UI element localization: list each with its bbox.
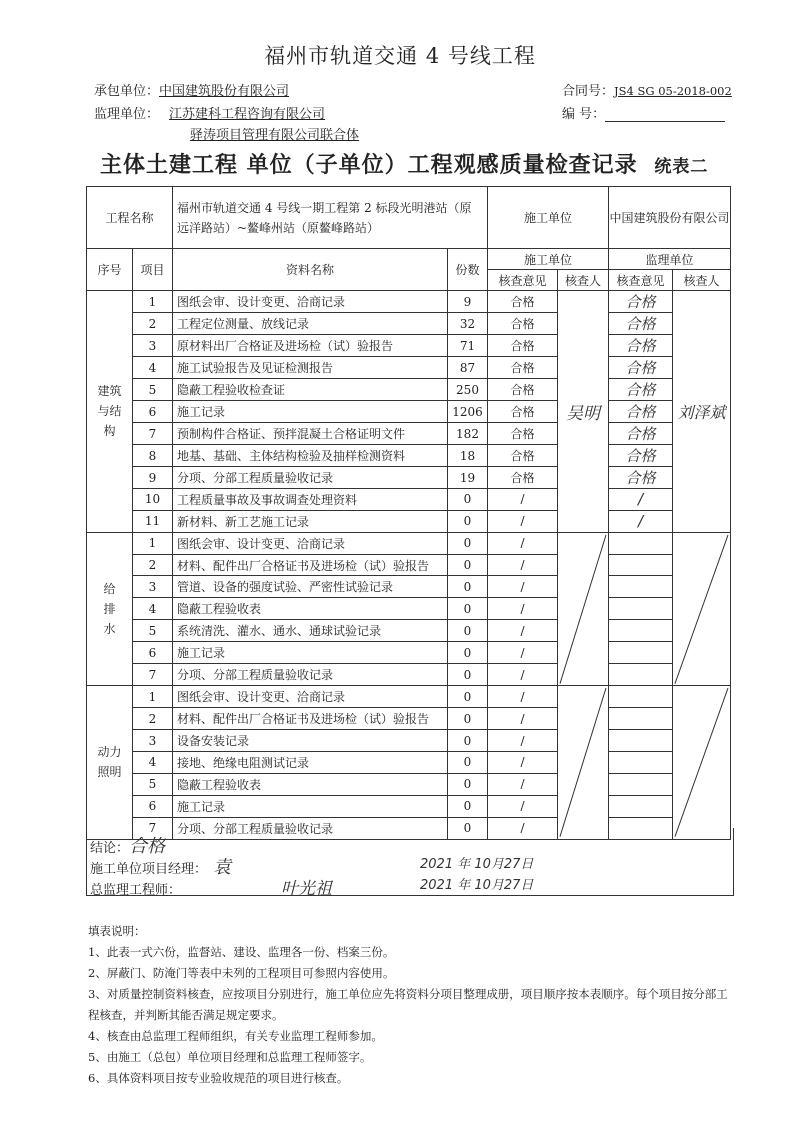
section-name-line: 与结 [97, 404, 122, 419]
row-sup-opinion: 合格 [609, 467, 673, 489]
row-number: 3 [133, 730, 173, 752]
row-opinion: / [488, 489, 558, 511]
row-name: 材料、配件出厂合格证书及进场检（试）验报告 [173, 554, 448, 576]
project-name-label: 工程名称 [87, 187, 173, 249]
diagonal-strike [673, 533, 730, 686]
row-opinion: 合格 [488, 357, 558, 379]
col-header-sup-opinion: 核查意见 [609, 270, 673, 291]
row-opinion: / [488, 532, 558, 554]
row-name: 隐蔽工程验收检查证 [173, 379, 448, 401]
supervisor-line [94, 103, 325, 122]
section-name-line: 排 [103, 601, 116, 616]
table-row [87, 335, 731, 357]
row-copies: 0 [448, 795, 488, 817]
table-row [87, 730, 731, 752]
row-copies: 18 [448, 445, 488, 467]
chief-line [90, 874, 332, 899]
row-sup-opinion: 合格 [609, 423, 673, 445]
row-opinion: / [488, 554, 558, 576]
row-opinion: 合格 [488, 467, 558, 489]
number-line [562, 103, 725, 122]
row-opinion: 合格 [488, 313, 558, 335]
row-number: 4 [133, 357, 173, 379]
pm-signature: 袁 [213, 857, 232, 878]
checker-signature: 吴明 [566, 403, 600, 424]
row-name: 图纸会审、设计变更、洽商记录 [173, 291, 448, 313]
contract-label: 合同号： [562, 84, 615, 99]
section-name [87, 291, 133, 533]
row-copies: 1206 [448, 401, 488, 423]
document-title: 福州市轨道交通 4 号线工程 [264, 44, 536, 68]
row-opinion: / [488, 752, 558, 774]
table-row [87, 313, 731, 335]
chief-date: 2021 年 10月27日 [420, 878, 534, 893]
construction-unit-label: 施工单位 [488, 187, 609, 249]
contractor-label: 承包单位： [94, 84, 160, 99]
supervisor-label: 监理单位： [94, 107, 160, 122]
row-copies: 250 [448, 379, 488, 401]
section-name [87, 532, 133, 686]
col-group-construction: 施工单位 [488, 249, 609, 270]
sup-checker-cell [673, 686, 731, 840]
row-sup-opinion [609, 686, 673, 708]
row-copies: 0 [448, 554, 488, 576]
row-opinion: 合格 [488, 445, 558, 467]
col-header-item: 项目 [133, 249, 173, 291]
row-opinion: / [488, 620, 558, 642]
row-number: 2 [133, 554, 173, 576]
col-header-opinion: 核查意见 [488, 270, 558, 291]
col-header-name: 资料名称 [173, 249, 448, 291]
row-sup-opinion: 合格 [609, 313, 673, 335]
construction-unit: 中国建筑股份有限公司 [609, 187, 731, 249]
number-label: 编 号： [562, 107, 606, 122]
note-6: 6、具体资料项目按专业验收规范的项目进行核查。 [88, 1071, 349, 1085]
table-row [87, 554, 731, 576]
row-name: 新材料、新工艺施工记录 [173, 510, 448, 532]
row-sup-opinion: / [609, 510, 673, 532]
row-number: 5 [133, 620, 173, 642]
row-opinion: 合格 [488, 379, 558, 401]
row-name: 材料、配件出厂合格证书及进场检（试）验报告 [173, 708, 448, 730]
table-row [87, 532, 731, 554]
table-row [87, 773, 731, 795]
notes [88, 921, 738, 1089]
row-name: 接地、绝缘电阻测试记录 [173, 752, 448, 774]
note-2: 2、屏蔽门、防淹门等表中未列的工程项目可参照内容使用。 [88, 966, 395, 980]
row-sup-opinion: 合格 [609, 401, 673, 423]
row-number: 9 [133, 467, 173, 489]
main-title-text: 主体土建工程 单位（子单位）工程观感质量检查记录 [100, 153, 638, 178]
row-number: 2 [133, 313, 173, 335]
row-number: 3 [133, 335, 173, 357]
form-code: 统表二 [654, 157, 709, 177]
col-header-sup-checker: 核查人 [673, 270, 731, 291]
table-row [87, 291, 731, 313]
row-copies: 0 [448, 752, 488, 774]
row-number: 4 [133, 752, 173, 774]
row-copies: 0 [448, 489, 488, 511]
row-sup-opinion: 合格 [609, 335, 673, 357]
checker-cell [558, 532, 609, 686]
note-5: 5、由施工（总包）单位项目经理和总监理工程师签字。 [88, 1050, 372, 1064]
section-name-line: 水 [103, 621, 116, 636]
section-name-line: 给 [103, 581, 116, 596]
note-1: 1、此表一式六份，监督站、建设、监理各一份、档案三份。 [88, 945, 395, 959]
chief-signature: 叶光祖 [281, 879, 333, 899]
row-number: 6 [133, 401, 173, 423]
sup-checker-signature: 刘泽斌 [677, 402, 726, 422]
row-number: 1 [133, 686, 173, 708]
row-copies: 0 [448, 510, 488, 532]
chief-label: 总监理工程师： [90, 883, 182, 898]
row-number: 2 [133, 708, 173, 730]
row-sup-opinion: 合格 [609, 291, 673, 313]
row-name: 预制构件合格证、预拌混凝土合格证明文件 [173, 423, 448, 445]
row-number: 3 [133, 576, 173, 598]
row-number: 10 [133, 489, 173, 511]
row-opinion: 合格 [488, 423, 558, 445]
row-sup-opinion [609, 576, 673, 598]
row-copies: 0 [448, 664, 488, 686]
row-sup-opinion [609, 752, 673, 774]
col-group-supervision: 监理单位 [609, 249, 731, 270]
row-name: 图纸会审、设计变更、洽商记录 [173, 686, 448, 708]
row-opinion: / [488, 773, 558, 795]
row-opinion: 合格 [488, 335, 558, 357]
row-sup-opinion [609, 554, 673, 576]
row-number: 1 [133, 532, 173, 554]
row-number: 6 [133, 642, 173, 664]
table-row [87, 598, 731, 620]
row-number: 7 [133, 423, 173, 445]
row-number: 1 [133, 291, 173, 313]
row-copies: 87 [448, 357, 488, 379]
table-row [87, 686, 731, 708]
sup-checker-cell [673, 291, 731, 533]
checker-cell [558, 686, 609, 840]
row-sup-opinion: 合格 [609, 445, 673, 467]
form-title [100, 148, 708, 179]
row-number: 4 [133, 598, 173, 620]
table-row [87, 467, 731, 489]
row-copies: 32 [448, 313, 488, 335]
row-name: 隐蔽工程验收表 [173, 598, 448, 620]
note-4: 4、核查由总监理工程师组织，有关专业监理工程师参加。 [88, 1029, 383, 1043]
row-copies: 182 [448, 423, 488, 445]
table-row [87, 423, 731, 445]
supervisor-value-1: 江苏建科工程咨询有限公司 [169, 107, 326, 122]
row-opinion: / [488, 686, 558, 708]
row-copies: 0 [448, 620, 488, 642]
row-opinion: / [488, 817, 558, 839]
row-name: 系统清洗、灌水、通水、通球试验记录 [173, 620, 448, 642]
note-3: 3、对质量控制资料核查，应按项目分别进行，施工单位应先将资料分项目整理成册，项目顺序按本表顺序。每个项目按分部工程核查，并判断其能否满足规定要求。 [88, 987, 728, 1022]
row-sup-opinion [609, 598, 673, 620]
supervisor-value-2: 驿涛项目管理有限公司联合体 [190, 128, 360, 143]
row-copies: 0 [448, 773, 488, 795]
row-name: 施工记录 [173, 795, 448, 817]
table-row [87, 510, 731, 532]
row-name: 施工记录 [173, 401, 448, 423]
row-number: 6 [133, 795, 173, 817]
row-copies: 0 [448, 642, 488, 664]
sup-checker-cell [673, 532, 731, 686]
row-opinion: 合格 [488, 291, 558, 313]
table-row [87, 620, 731, 642]
project-name: 福州市轨道交通 4 号线一期工程第 2 标段光明港站（原远洋路站）~鳌峰州站（原鳌峰路站） [173, 187, 488, 249]
row-name: 施工记录 [173, 642, 448, 664]
row-opinion: 合格 [488, 401, 558, 423]
table-row [87, 664, 731, 686]
row-name: 隐蔽工程验收表 [173, 773, 448, 795]
section-name-line: 照明 [97, 765, 122, 780]
diagonal-strike [673, 686, 730, 839]
row-name: 分项、分部工程质量验收记录 [173, 817, 448, 839]
row-copies: 0 [448, 686, 488, 708]
table-row [87, 576, 731, 598]
col-header-seq: 序号 [87, 249, 133, 291]
section-name-line: 建筑 [97, 384, 122, 399]
pm-label: 施工单位项目经理： [90, 862, 208, 877]
conclusion-value: 合格 [129, 836, 166, 857]
row-name: 工程定位测量、放线记录 [173, 313, 448, 335]
row-sup-opinion [609, 795, 673, 817]
table-row [87, 445, 731, 467]
row-name: 设备安装记录 [173, 730, 448, 752]
inspection-table [86, 186, 731, 840]
row-sup-opinion [609, 642, 673, 664]
row-copies: 0 [448, 576, 488, 598]
row-name: 地基、基础、主体结构检验及抽样检测资料 [173, 445, 448, 467]
row-name: 图纸会审、设计变更、洽商记录 [173, 532, 448, 554]
row-copies: 0 [448, 817, 488, 839]
diagonal-strike [558, 533, 608, 686]
row-copies: 9 [448, 291, 488, 313]
table-row [87, 401, 731, 423]
section-name-line: 构 [103, 424, 116, 439]
row-name: 分项、分部工程质量验收记录 [173, 467, 448, 489]
row-name: 施工试验报告及见证检测报告 [173, 357, 448, 379]
row-name: 原材料出厂合格证及进场检（试）验报告 [173, 335, 448, 357]
row-sup-opinion: / [609, 489, 673, 511]
contract-line [562, 80, 732, 99]
row-sup-opinion [609, 708, 673, 730]
row-name: 分项、分部工程质量验收记录 [173, 664, 448, 686]
table-row [87, 708, 731, 730]
contractor-line [94, 80, 289, 99]
col-header-checker: 核查人 [558, 270, 609, 291]
contract-number: JS4 SG 05-2018-002 [614, 84, 732, 98]
row-copies: 71 [448, 335, 488, 357]
row-name: 管道、设备的强度试验、严密性试验记录 [173, 576, 448, 598]
row-sup-opinion: 合格 [609, 357, 673, 379]
table-row [87, 379, 731, 401]
row-opinion: / [488, 598, 558, 620]
table-row [87, 642, 731, 664]
table-row [87, 489, 731, 511]
row-opinion: / [488, 576, 558, 598]
row-sup-opinion [609, 773, 673, 795]
row-opinion: / [488, 510, 558, 532]
row-copies: 0 [448, 730, 488, 752]
row-number: 11 [133, 510, 173, 532]
row-number: 8 [133, 445, 173, 467]
row-copies: 0 [448, 598, 488, 620]
table-row [87, 795, 731, 817]
row-sup-opinion [609, 730, 673, 752]
section-name-line: 动力 [97, 745, 122, 760]
checker-cell [558, 291, 609, 533]
row-sup-opinion [609, 664, 673, 686]
row-opinion: / [488, 795, 558, 817]
row-copies: 0 [448, 532, 488, 554]
row-number: 5 [133, 773, 173, 795]
diagonal-strike [558, 686, 608, 839]
col-header-copies: 份数 [448, 249, 488, 291]
table-row [87, 357, 731, 379]
section-name [87, 686, 133, 840]
row-copies: 19 [448, 467, 488, 489]
row-sup-opinion: 合格 [609, 379, 673, 401]
row-sup-opinion [609, 532, 673, 554]
row-number: 7 [133, 817, 173, 839]
conclusion-label: 结论： [90, 841, 130, 856]
row-name: 工程质量事故及事故调查处理资料 [173, 489, 448, 511]
notes-title: 填表说明： [88, 924, 146, 938]
row-number: 7 [133, 664, 173, 686]
contractor-value: 中国建筑股份有限公司 [159, 84, 290, 99]
pm-date: 2021 年 10月27日 [420, 857, 534, 872]
row-sup-opinion [609, 620, 673, 642]
row-opinion: / [488, 730, 558, 752]
row-opinion: / [488, 642, 558, 664]
table-row [87, 752, 731, 774]
row-opinion: / [488, 708, 558, 730]
row-opinion: / [488, 664, 558, 686]
row-copies: 0 [448, 708, 488, 730]
row-number: 5 [133, 379, 173, 401]
